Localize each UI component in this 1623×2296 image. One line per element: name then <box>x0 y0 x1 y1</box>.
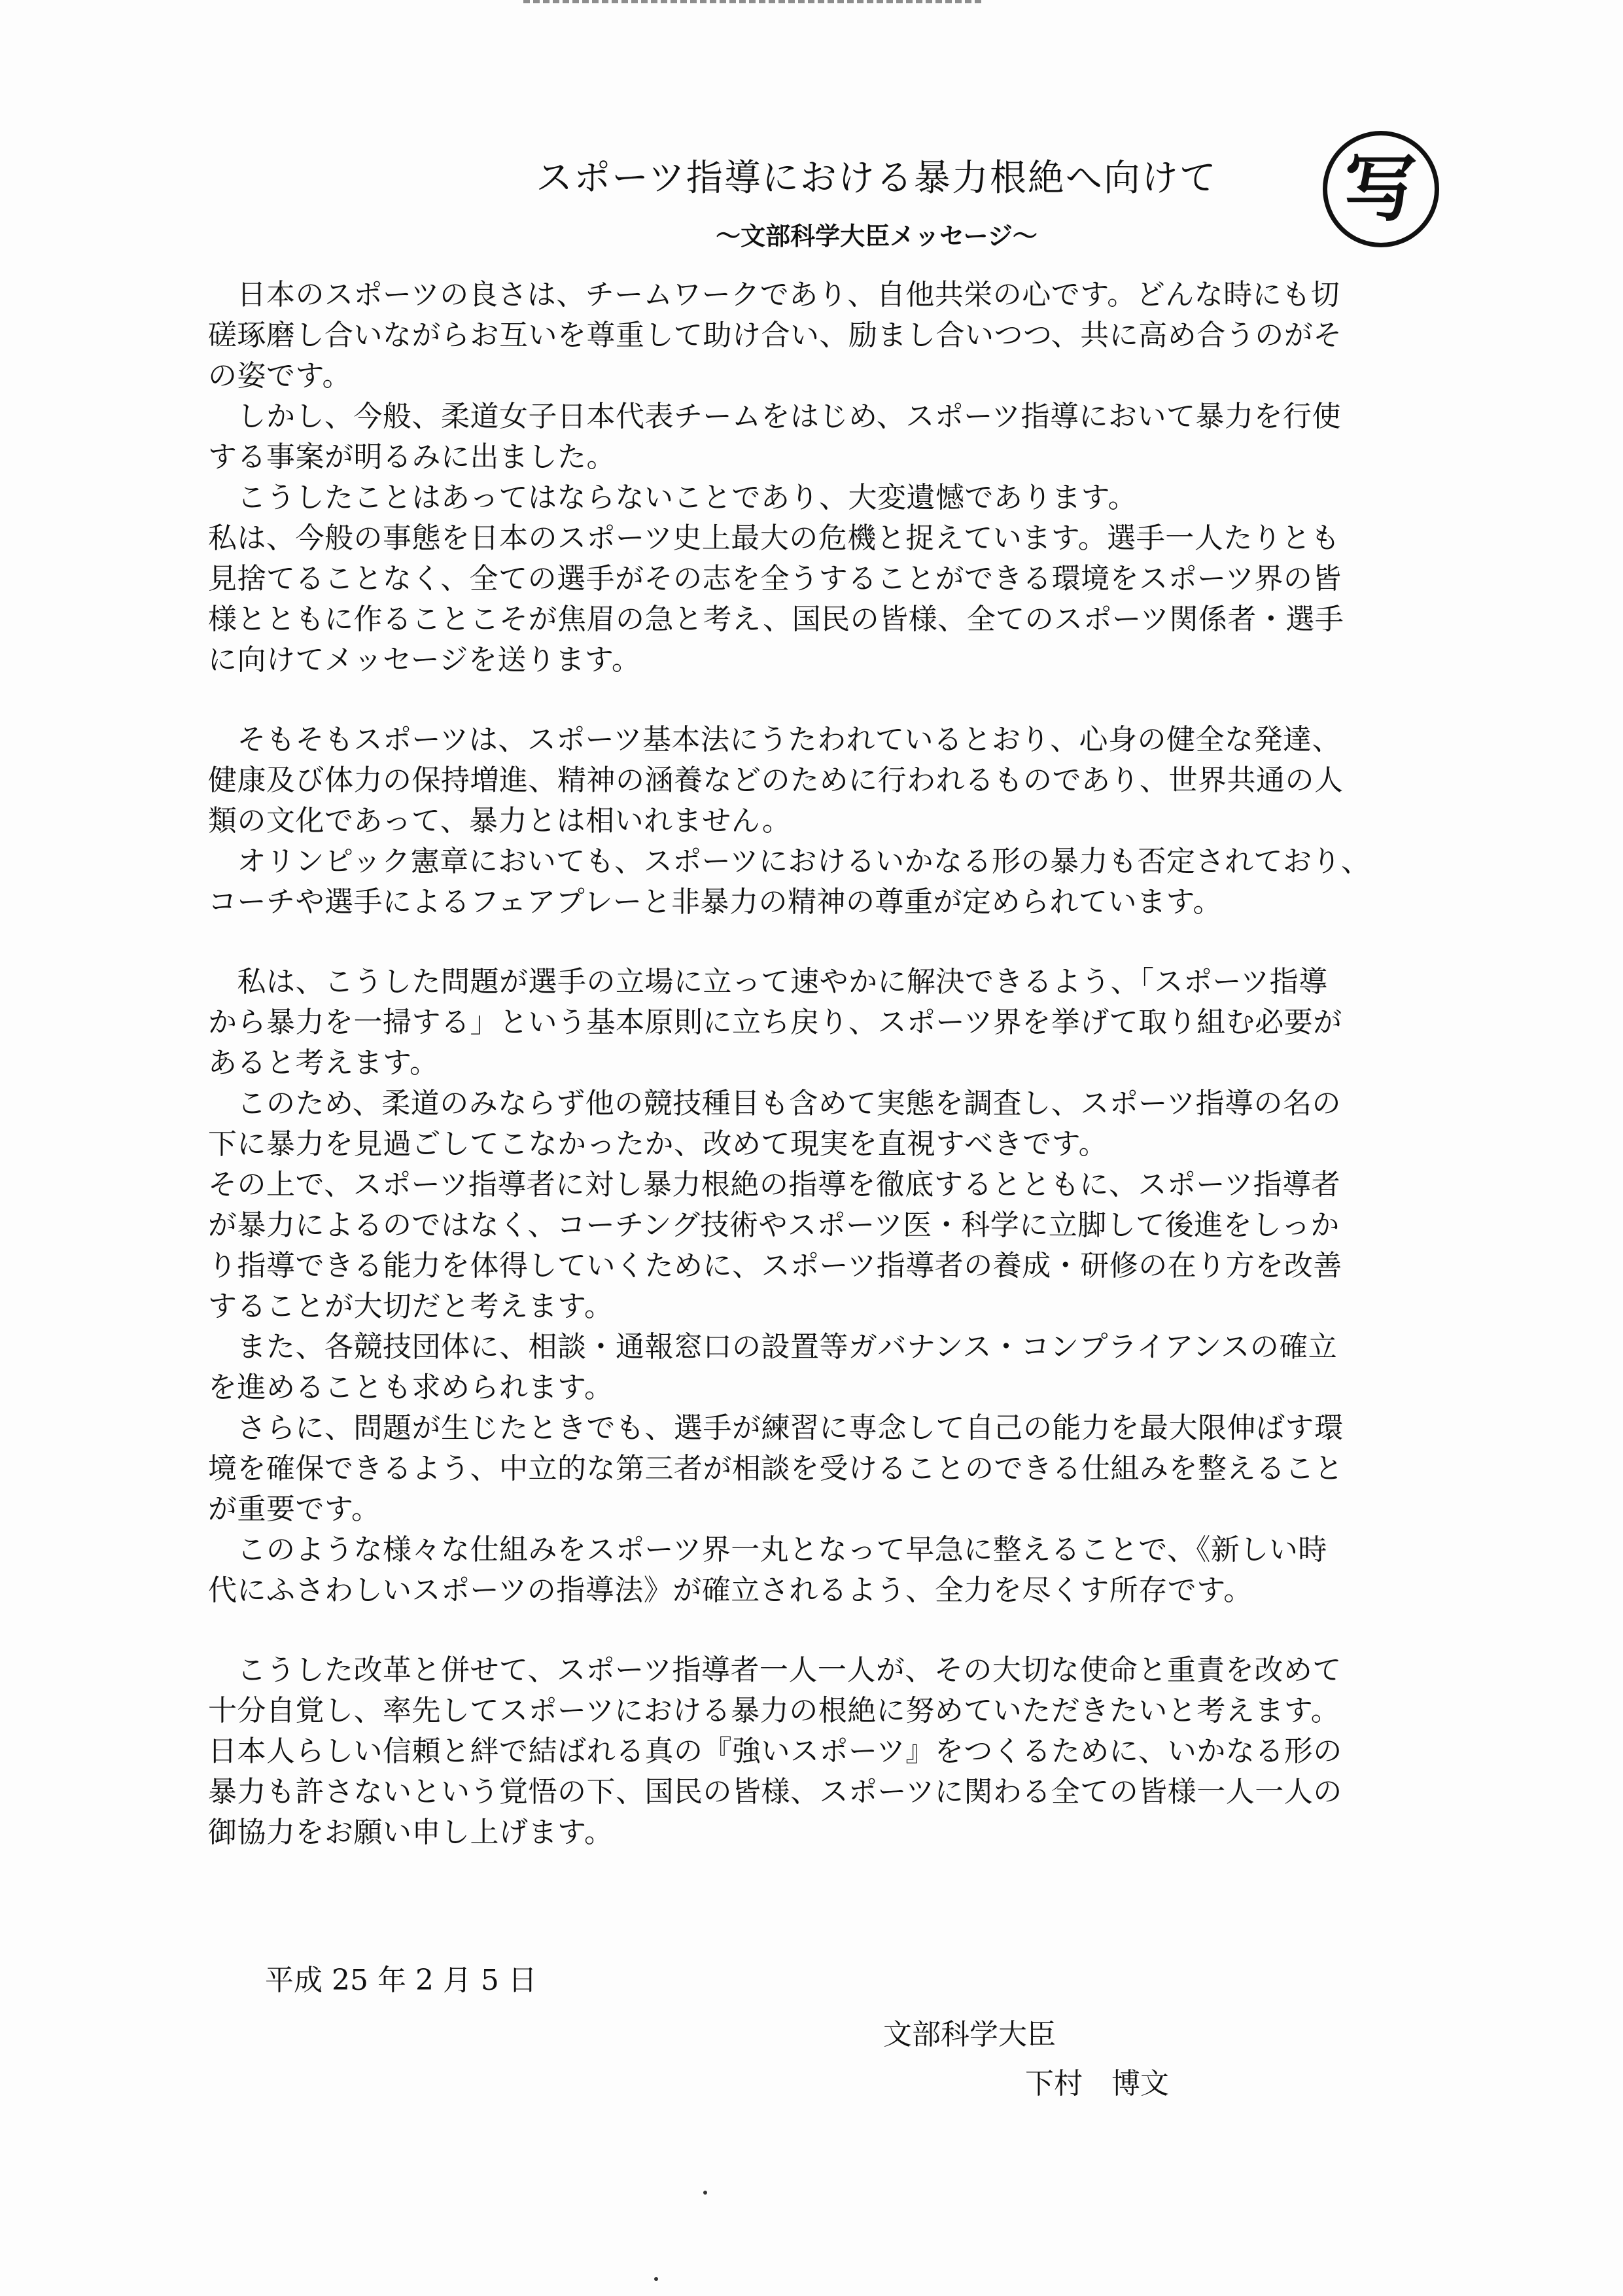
paragraph-7 <box>208 962 1431 1084</box>
paragraph-6 <box>208 841 1431 923</box>
paragraph-gap <box>208 680 1431 720</box>
paragraph-10 <box>208 1327 1431 1408</box>
text-line: 見捨てることなく、全ての選手がその志を全うすることができる環境をスポーツ界の皆 <box>208 562 1342 595</box>
text-line: 私は、こうした問題が選手の立場に立って速やかに解決できるよう、「スポーツ指導 <box>208 965 1328 998</box>
text-line: り指導できる能力を体得していくために、スポーツ指導者の養成・研修の在り方を改善 <box>208 1249 1342 1282</box>
text-line: 暴力も許さないという覚悟の下、国民の皆様、スポーツに関わる全ての皆様一人一人の <box>208 1775 1342 1809</box>
paragraph-13 <box>208 1650 1431 1853</box>
paragraph-11 <box>208 1408 1431 1530</box>
paragraph-8 <box>208 1084 1431 1165</box>
text-line: 十分自覚し、率先してスポーツにおける暴力の根絶に努めていただきたいと考えます。 <box>208 1694 1340 1727</box>
document-title: スポーツ指導における暴力根絶へ向けて <box>536 157 1217 200</box>
paragraph-9 <box>208 1165 1431 1327</box>
text-line: こうしたことはあってはならないことであり、大変遺憾であります。 <box>208 481 1138 514</box>
text-line: 磋琢磨し合いながらお互いを尊重して助け合い、励まし合いつつ、共に高め合うのがそ <box>208 319 1342 352</box>
text-line: その上で、スポーツ指導者に対し暴力根絶の指導を徹底するとともに、スポーツ指導者 <box>208 1168 1341 1201</box>
text-line: そもそもスポーツは、スポーツ基本法にうたわれているとおり、心身の健全な発達、 <box>208 723 1341 756</box>
text-line: 下に暴力を見過ごしてこなかったか、改めて現実を直視すべきです。 <box>208 1127 1108 1161</box>
signer-title: 文部科学大臣 <box>883 2018 1056 2051</box>
text-line: 境を確保できるよう、中立的な第三者が相談を受けることのできる仕組みを整えること <box>208 1452 1344 1485</box>
text-line: 日本のスポーツの良さは、チームワークであり、自他共栄の心です。どんな時にも切 <box>208 278 1340 311</box>
document-subtitle: 〜文部科学大臣メッセージ〜 <box>716 221 1038 251</box>
scan-speck <box>703 2191 707 2195</box>
text-line: に向けてメッセージを送ります。 <box>208 643 641 677</box>
text-line: 様とともに作ることこそが焦眉の急と考え、国民の皆様、全てのスポーツ関係者・選手 <box>208 603 1344 636</box>
text-line: 御協力をお願い申し上げます。 <box>208 1816 614 1849</box>
text-line: しかし、今般、柔道女子日本代表チームをはじめ、スポーツ指導において暴力を行使 <box>208 400 1341 433</box>
text-line: オリンピック憲章においても、スポーツにおけるいかなる形の暴力も否定されており、 <box>208 845 1370 878</box>
text-line: を進めることも求められます。 <box>208 1371 614 1404</box>
text-line: する事案が明るみに出ました。 <box>208 440 616 474</box>
scan-speck <box>654 2277 658 2281</box>
text-line: このような様々な仕組みをスポーツ界一丸となって早急に整えることで、《新しい時 <box>208 1533 1327 1566</box>
text-line: が暴力によるのではなく、コーチング技術やスポーツ医・科学に立脚して後進をしっか <box>208 1209 1340 1242</box>
text-line: が重要です。 <box>208 1492 381 1526</box>
text-line: こうした改革と併せて、スポーツ指導者一人一人が、その大切な使命と重責を改めて <box>208 1653 1342 1687</box>
document-date: 平成 25 年 2 月 5 日 <box>265 1964 537 1997</box>
text-line: 代にふさわしいスポーツの指導法》が確立されるよう、全力を尽くす所存です。 <box>208 1574 1253 1607</box>
paragraph-2 <box>208 397 1431 478</box>
paragraph-12 <box>208 1530 1431 1611</box>
text-line: 健康及び体力の保持増進、精神の涵養などのために行われるものであり、世界共通の人 <box>208 764 1344 797</box>
text-line: このため、柔道のみならず他の競技種目も含めて実態を調査し、スポーツ指導の名の <box>208 1087 1341 1120</box>
scan-artifact-marks <box>523 0 981 12</box>
text-line: 私は、今般の事態を日本のスポーツ史上最大の危機と捉えています。選手一人たりとも <box>208 521 1340 555</box>
paragraph-3 <box>208 478 1431 518</box>
text-line: することが大切だと考えます。 <box>208 1290 614 1323</box>
text-line: あると考えます。 <box>208 1046 439 1080</box>
text-line: 日本人らしい信頼と絆で結ばれる真の『強いスポーツ』をつくるために、いかなる形の <box>208 1735 1342 1768</box>
paragraph-4 <box>208 518 1431 680</box>
paragraph-gap <box>208 923 1431 962</box>
text-line: コーチや選手によるフェアプレーと非暴力の精神の尊重が定められています。 <box>208 885 1223 919</box>
paragraph-5 <box>208 720 1431 841</box>
paragraph-1 <box>208 275 1431 397</box>
text-line: 類の文化であって、暴力とは相いれません。 <box>208 804 792 838</box>
signer-name: 下村 博文 <box>1025 2067 1169 2100</box>
text-line: また、各競技団体に、相談・通報窓口の設置等ガバナンス・コンプライアンスの確立 <box>208 1330 1338 1364</box>
text-line: の姿です。 <box>208 359 351 393</box>
text-line: さらに、問題が生じたときでも、選手が練習に専念して自己の能力を最大限伸ばす環 <box>208 1411 1344 1445</box>
message-body <box>208 275 1431 1853</box>
paragraph-gap <box>208 1611 1431 1650</box>
copy-stamp: 写 <box>1323 131 1439 247</box>
text-line: から暴力を一掃する」という基本原則に立ち戻り、スポーツ界を挙げて取り組む必要が <box>208 1006 1342 1039</box>
